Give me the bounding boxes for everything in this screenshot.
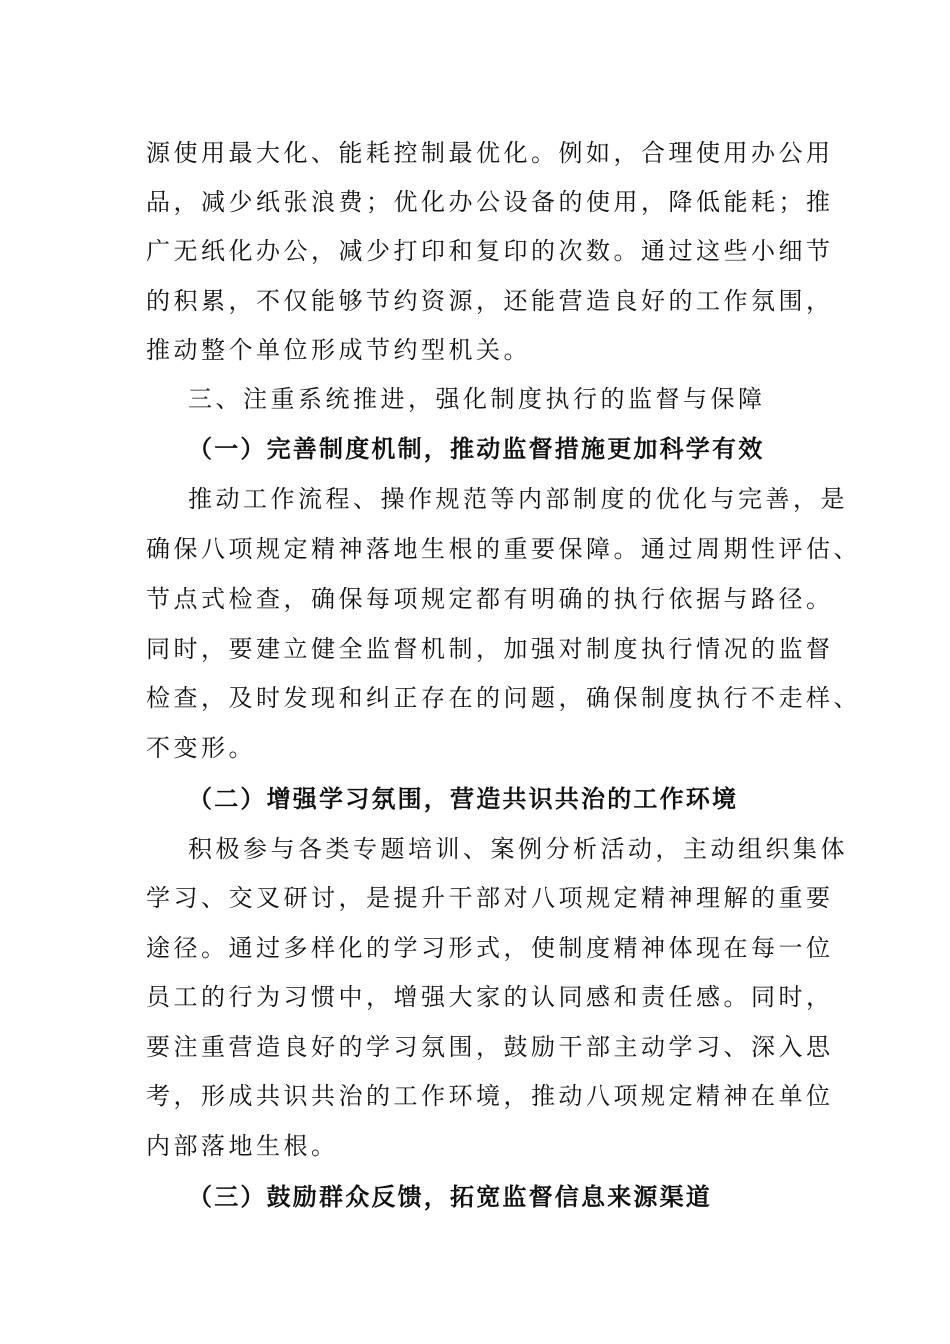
subsection-heading: （一）完善制度机制，推动监督措施更加科学有效 — [188, 435, 765, 463]
paragraph-line: 学习、交叉研讨，是提升干部对八项规定精神理解的重要 — [146, 884, 834, 912]
paragraph-line: 途径。通过多样化的学习形式，使制度精神体现在每一位 — [146, 934, 834, 962]
paragraph-line: 要注重营造良好的学习氛围，鼓励干部主动学习、深入思 — [146, 1033, 834, 1061]
paragraph-line: 节点式检查，确保每项规定都有明确的执行依据与路径。 — [146, 585, 834, 613]
paragraph-line: 品，减少纸张浪费；优化办公设备的使用，降低能耗；推 — [146, 188, 834, 216]
paragraph-line: 同时，要建立健全监督机制，加强对制度执行情况的监督 — [146, 635, 834, 663]
section-heading: 三、注重系统推进，强化制度执行的监督与保障 — [188, 385, 766, 413]
subsection-heading: （二）增强学习氛围，营造共识共治的工作环境 — [188, 785, 739, 813]
paragraph-line: 广无纸化办公，减少打印和复印的次数。通过这些小细节 — [146, 237, 834, 265]
paragraph-line: 推动工作流程、操作规范等内部制度的优化与完善，是 — [188, 485, 848, 513]
paragraph-line: 的积累，不仅能够节约资源，还能营造良好的工作氛围， — [146, 287, 834, 315]
paragraph-line: 员工的行为习惯中，增强大家的认同感和责任感。同时， — [146, 983, 834, 1011]
paragraph-line: 不变形。 — [146, 734, 256, 762]
subsection-heading: （三）鼓励群众反馈，拓宽监督信息来源渠道 — [188, 1183, 712, 1211]
paragraph-line: 内部落地生根。 — [146, 1132, 339, 1160]
paragraph-line: 推动整个单位形成节约型机关。 — [146, 336, 531, 364]
paragraph-line: 确保八项规定精神落地生根的重要保障。通过周期性评估、 — [146, 535, 861, 563]
paragraph-line: 积极参与各类专题培训、案例分析活动，主动组织集体 — [188, 835, 848, 863]
paragraph-line: 检查，及时发现和纠正存在的问题，确保制度执行不走样、 — [146, 684, 861, 712]
paragraph-line: 源使用最大化、能耗控制最优化。例如，合理使用办公用 — [146, 139, 834, 167]
paragraph-line: 考，形成共识共治的工作环境，推动八项规定精神在单位 — [146, 1082, 834, 1110]
